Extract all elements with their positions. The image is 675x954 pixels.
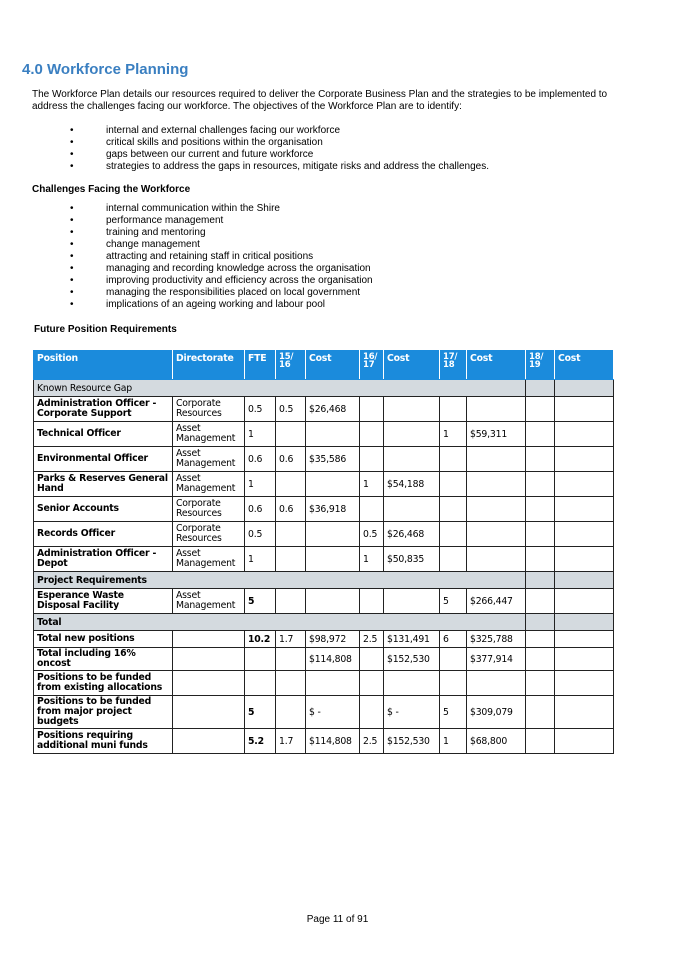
table-row	[34, 648, 614, 671]
column-header: 17/ 18	[440, 351, 467, 380]
table-cell	[173, 522, 245, 547]
list-item-text: managing and recording knowledge across the organisation	[106, 263, 371, 274]
position-name: Senior Accounts	[37, 503, 119, 514]
table-cell	[360, 696, 384, 729]
table-cell	[526, 422, 555, 447]
cell-value: $152,530	[387, 735, 430, 747]
list-item-text: strategies to address the gaps in resources, mitigate risks and address the challenges.	[106, 161, 489, 172]
table-cell	[360, 397, 384, 422]
table-row	[34, 547, 614, 572]
table-cell	[467, 472, 526, 497]
list-item-text: attracting and retaining staff in critical positions	[106, 251, 314, 262]
list-item	[32, 287, 373, 299]
table-cell	[306, 497, 360, 522]
cell-value: 0.6	[279, 453, 294, 465]
band-label: Project Requirements	[34, 572, 526, 589]
table-cell	[526, 397, 555, 422]
table-cell	[440, 472, 467, 497]
table-cell	[306, 729, 360, 754]
cell-value: 1	[443, 428, 449, 440]
table-cell	[306, 447, 360, 472]
list-item	[32, 215, 373, 227]
table-cell	[440, 631, 467, 648]
table-cell	[173, 671, 245, 696]
table-cell	[555, 522, 614, 547]
table-cell	[384, 497, 440, 522]
cell-value: 5	[248, 706, 255, 718]
bullet-icon: •	[70, 251, 74, 262]
column-header: Cost	[467, 351, 526, 380]
table-header-row	[34, 351, 614, 380]
table-cell	[526, 380, 555, 397]
table-cell	[360, 589, 384, 614]
table-row	[34, 671, 614, 696]
table-cell	[245, 631, 276, 648]
table-cell	[276, 729, 306, 754]
cell-value: 0.6	[279, 503, 294, 515]
table-cell	[245, 522, 276, 547]
list-item-text: internal communication within the Shire	[106, 203, 280, 214]
table-cell	[384, 589, 440, 614]
cell-value: $131,491	[387, 633, 430, 645]
table-cell	[467, 447, 526, 472]
table-cell	[440, 696, 467, 729]
table-cell	[360, 472, 384, 497]
bullet-icon: •	[70, 287, 74, 298]
cell-value: Asset Management	[176, 448, 236, 469]
table-cell	[526, 447, 555, 472]
table-row	[34, 497, 614, 522]
cell-value: 0.5	[363, 528, 378, 540]
table-cell	[276, 631, 306, 648]
table-cell	[555, 497, 614, 522]
cell-value: $309,079	[470, 706, 513, 718]
bullet-icon: •	[70, 161, 74, 172]
table-cell	[306, 671, 360, 696]
table-cell	[555, 631, 614, 648]
list-item	[32, 251, 373, 263]
table-cell	[34, 671, 173, 696]
table-cell	[384, 696, 440, 729]
table-cell	[467, 631, 526, 648]
cell-value: $36,918	[309, 503, 347, 515]
bullet-icon: •	[70, 149, 74, 160]
table-cell	[34, 397, 173, 422]
cell-value: $50,835	[387, 553, 425, 565]
table-cell	[526, 472, 555, 497]
table-cell	[34, 729, 173, 754]
table-cell	[467, 422, 526, 447]
table-cell	[306, 547, 360, 572]
table-cell	[173, 422, 245, 447]
table-cell	[360, 422, 384, 447]
cell-value: $114,808	[309, 653, 352, 665]
table-cell	[555, 572, 614, 589]
table-cell	[360, 631, 384, 648]
cell-value: 0.5	[279, 403, 294, 415]
cell-value: 5	[248, 595, 255, 607]
table-cell	[173, 472, 245, 497]
cell-value: Asset Management	[176, 590, 236, 611]
table-cell	[306, 696, 360, 729]
bullet-icon: •	[70, 239, 74, 250]
table-cell	[306, 522, 360, 547]
table-cell	[440, 497, 467, 522]
cell-value: 1	[248, 428, 254, 440]
table-cell	[555, 696, 614, 729]
column-header: 15/ 16	[276, 351, 306, 380]
position-name: Positions to be funded from existing allocations	[37, 672, 163, 693]
bullet-icon: •	[70, 215, 74, 226]
position-name: Administration Officer - Depot	[37, 548, 157, 569]
cell-value: $377,914	[470, 653, 513, 665]
table-cell	[34, 522, 173, 547]
table-cell	[306, 472, 360, 497]
cell-value: 1	[363, 553, 369, 565]
cell-value: 6	[443, 633, 449, 645]
cell-value: 1	[248, 553, 254, 565]
table-cell	[360, 729, 384, 754]
table-cell	[276, 422, 306, 447]
table-cell	[276, 447, 306, 472]
table-cell	[555, 472, 614, 497]
position-name: Records Officer	[37, 528, 115, 539]
list-item	[32, 299, 373, 311]
list-item	[32, 275, 373, 287]
table-cell	[526, 631, 555, 648]
table-cell	[173, 589, 245, 614]
table-cell	[555, 422, 614, 447]
cell-value: $26,468	[387, 528, 425, 540]
position-name: Environmental Officer	[37, 453, 148, 464]
table-cell	[245, 589, 276, 614]
cell-value: Corporate Resources	[176, 398, 222, 419]
table-cell	[440, 447, 467, 472]
band-label: Known Resource Gap	[34, 380, 526, 397]
list-item-text: managing the responsibilities placed on local government	[106, 287, 361, 298]
table-cell	[245, 696, 276, 729]
table-row	[34, 589, 614, 614]
table-cell	[440, 397, 467, 422]
table-cell	[245, 497, 276, 522]
table-cell	[384, 648, 440, 671]
bullet-icon: •	[70, 275, 74, 286]
table-cell	[173, 631, 245, 648]
table-cell	[440, 522, 467, 547]
table-cell	[526, 696, 555, 729]
list-item	[32, 263, 373, 275]
table-cell	[526, 648, 555, 671]
table-cell	[276, 497, 306, 522]
list-item	[32, 227, 373, 239]
table-cell	[306, 631, 360, 648]
table-cell	[306, 589, 360, 614]
table-cell	[555, 729, 614, 754]
table-cell	[34, 547, 173, 572]
list-item	[32, 137, 489, 149]
cell-value: Asset Management	[176, 423, 236, 444]
table-cell	[34, 648, 173, 671]
cell-value: 1.7	[279, 633, 294, 645]
list-item-text: critical skills and positions within the organisation	[106, 137, 323, 148]
table-cell	[440, 547, 467, 572]
table-cell	[467, 671, 526, 696]
table-cell	[555, 397, 614, 422]
position-name: Esperance Waste Disposal Facility	[37, 590, 124, 611]
cell-value: $ -	[387, 706, 399, 718]
table-cell	[245, 648, 276, 671]
list-item-text: implications of an ageing working and labour pool	[106, 299, 326, 310]
table-cell	[360, 648, 384, 671]
column-header: Position	[34, 351, 173, 380]
page-number: Page 11 of 91	[306, 914, 369, 925]
table-cell	[526, 671, 555, 696]
cell-value: 2.5	[363, 633, 378, 645]
column-header: Cost	[384, 351, 440, 380]
table-cell	[34, 696, 173, 729]
table-cell	[384, 671, 440, 696]
table-cell	[173, 729, 245, 754]
cell-value: Asset Management	[176, 473, 236, 494]
bullet-icon: •	[70, 263, 74, 274]
table-cell	[173, 648, 245, 671]
column-header: Cost	[555, 351, 614, 380]
cell-value: 10.2	[248, 633, 271, 645]
cell-value: 1.7	[279, 735, 294, 747]
table-cell	[384, 397, 440, 422]
list-item-text: training and mentoring	[106, 227, 206, 238]
cell-value: $114,808	[309, 735, 352, 747]
table-cell	[384, 522, 440, 547]
list-item-text: gaps between our current and future workforce	[106, 149, 314, 160]
table-cell	[555, 447, 614, 472]
table-cell	[467, 589, 526, 614]
table-row	[34, 522, 614, 547]
table-cell	[526, 547, 555, 572]
list-item	[32, 161, 489, 173]
table-cell	[173, 696, 245, 729]
table-cell	[245, 422, 276, 447]
position-name: Positions requiring additional muni funds	[37, 730, 148, 751]
table-cell	[555, 671, 614, 696]
table-cell	[384, 447, 440, 472]
table-cell	[467, 497, 526, 522]
table-cell	[173, 497, 245, 522]
column-header: 16/ 17	[360, 351, 384, 380]
table-row	[34, 729, 614, 754]
list-item-text: internal and external challenges facing our workforce	[106, 125, 341, 136]
table-cell	[276, 472, 306, 497]
table-cell	[526, 729, 555, 754]
table-cell	[555, 614, 614, 631]
cell-value: $152,530	[387, 653, 430, 665]
table-cell	[245, 729, 276, 754]
cell-value: 1	[443, 735, 449, 747]
table-cell	[34, 631, 173, 648]
table-cell	[467, 696, 526, 729]
table-cell	[384, 422, 440, 447]
table-cell	[467, 547, 526, 572]
table-band-row	[34, 380, 614, 397]
table-band-row	[34, 572, 614, 589]
table-cell	[440, 671, 467, 696]
position-name: Total new positions	[37, 633, 135, 644]
table-cell	[173, 397, 245, 422]
table-row	[34, 422, 614, 447]
cell-value: $68,800	[470, 735, 508, 747]
table-row	[34, 696, 614, 729]
column-header: 18/ 19	[526, 351, 555, 380]
table-cell	[34, 497, 173, 522]
table-cell	[467, 397, 526, 422]
band-label: Total	[34, 614, 526, 631]
table-cell	[34, 447, 173, 472]
table-cell	[384, 631, 440, 648]
table-cell	[384, 547, 440, 572]
table-cell	[526, 614, 555, 631]
table-cell	[555, 380, 614, 397]
intro-paragraph: The Workforce Plan details our resources required to deliver the Corporate Business Plan and the strategies to be implemented to address the challenges facing our workforce. The objectives of the Workforce Plan are to identify:	[32, 89, 608, 112]
cell-value: Corporate Resources	[176, 523, 222, 544]
table-cell	[34, 472, 173, 497]
table-cell	[467, 522, 526, 547]
table-cell	[276, 648, 306, 671]
table-cell	[245, 447, 276, 472]
cell-value: 0.5	[248, 403, 263, 415]
cell-value: $26,468	[309, 403, 347, 415]
table-row	[34, 397, 614, 422]
column-header: FTE	[245, 351, 276, 380]
cell-value: $325,788	[470, 633, 513, 645]
table-row	[34, 472, 614, 497]
table-band-row	[34, 614, 614, 631]
table-cell	[384, 472, 440, 497]
table-cell	[276, 397, 306, 422]
table-cell	[467, 729, 526, 754]
cell-value: $ -	[309, 706, 321, 718]
table-cell	[526, 572, 555, 589]
cell-value: $266,447	[470, 595, 513, 607]
list-item-text: improving productivity and efficiency across the organisation	[106, 275, 373, 286]
cell-value: Asset Management	[176, 548, 236, 569]
cell-value: 0.5	[248, 528, 263, 540]
section-heading: 4.0 Workforce Planning	[22, 61, 189, 78]
table-cell	[245, 472, 276, 497]
list-item	[32, 239, 373, 251]
position-name: Total including 16% oncost	[37, 648, 136, 669]
table-cell	[34, 422, 173, 447]
table-cell	[555, 648, 614, 671]
table-cell	[245, 671, 276, 696]
table-cell	[245, 547, 276, 572]
list-item-text: performance management	[106, 215, 224, 226]
table-cell	[276, 547, 306, 572]
bullet-icon: •	[70, 227, 74, 238]
table-cell	[34, 589, 173, 614]
cell-value: $59,311	[470, 428, 508, 440]
table-cell	[276, 522, 306, 547]
cell-value: 1	[248, 478, 254, 490]
table-cell	[306, 648, 360, 671]
table-cell	[173, 447, 245, 472]
table-cell	[360, 497, 384, 522]
cell-value: $35,586	[309, 453, 347, 465]
table-cell	[526, 589, 555, 614]
table-cell	[276, 589, 306, 614]
cell-value: $54,188	[387, 478, 425, 490]
future-positions-heading: Future Position Requirements	[34, 324, 177, 335]
table-cell	[467, 648, 526, 671]
future-positions-table	[33, 350, 614, 754]
table-cell	[360, 547, 384, 572]
table-cell	[360, 522, 384, 547]
table-cell	[245, 397, 276, 422]
table-cell	[306, 422, 360, 447]
table-cell	[440, 648, 467, 671]
position-name: Positions to be funded from major project budgets	[37, 696, 152, 727]
position-name: Administration Officer - Corporate Support	[37, 398, 157, 419]
table-cell	[440, 729, 467, 754]
bullet-icon: •	[70, 125, 74, 136]
cell-value: 0.6	[248, 453, 263, 465]
cell-value: 5	[443, 595, 449, 607]
bullet-icon: •	[70, 137, 74, 148]
cell-value: 1	[363, 478, 369, 490]
table-cell	[306, 397, 360, 422]
table-cell	[526, 497, 555, 522]
table-cell	[526, 522, 555, 547]
list-item	[32, 149, 489, 161]
cell-value: $98,972	[309, 633, 347, 645]
bullet-icon: •	[70, 299, 74, 310]
table-cell	[360, 671, 384, 696]
table-cell	[276, 696, 306, 729]
challenges-heading: Challenges Facing the Workforce	[32, 184, 191, 195]
list-item	[32, 125, 489, 137]
list-item	[32, 203, 373, 215]
column-header: Cost	[306, 351, 360, 380]
table-cell	[440, 589, 467, 614]
position-name: Technical Officer	[37, 428, 121, 439]
table-cell	[276, 671, 306, 696]
cell-value: Corporate Resources	[176, 498, 222, 519]
table-row	[34, 631, 614, 648]
table-cell	[555, 589, 614, 614]
table-cell	[440, 422, 467, 447]
table-cell	[360, 447, 384, 472]
cell-value: 2.5	[363, 735, 378, 747]
cell-value: 5.2	[248, 735, 264, 747]
table-cell	[555, 547, 614, 572]
list-item-text: change management	[106, 239, 200, 250]
position-name: Parks & Reserves General Hand	[37, 473, 168, 494]
bullet-icon: •	[70, 203, 74, 214]
table-cell	[173, 547, 245, 572]
objectives-list	[32, 125, 489, 173]
table-cell	[384, 729, 440, 754]
table-row	[34, 447, 614, 472]
cell-value: 5	[443, 706, 449, 718]
cell-value: 0.6	[248, 503, 263, 515]
challenges-list	[32, 203, 373, 311]
column-header: Directorate	[173, 351, 245, 380]
